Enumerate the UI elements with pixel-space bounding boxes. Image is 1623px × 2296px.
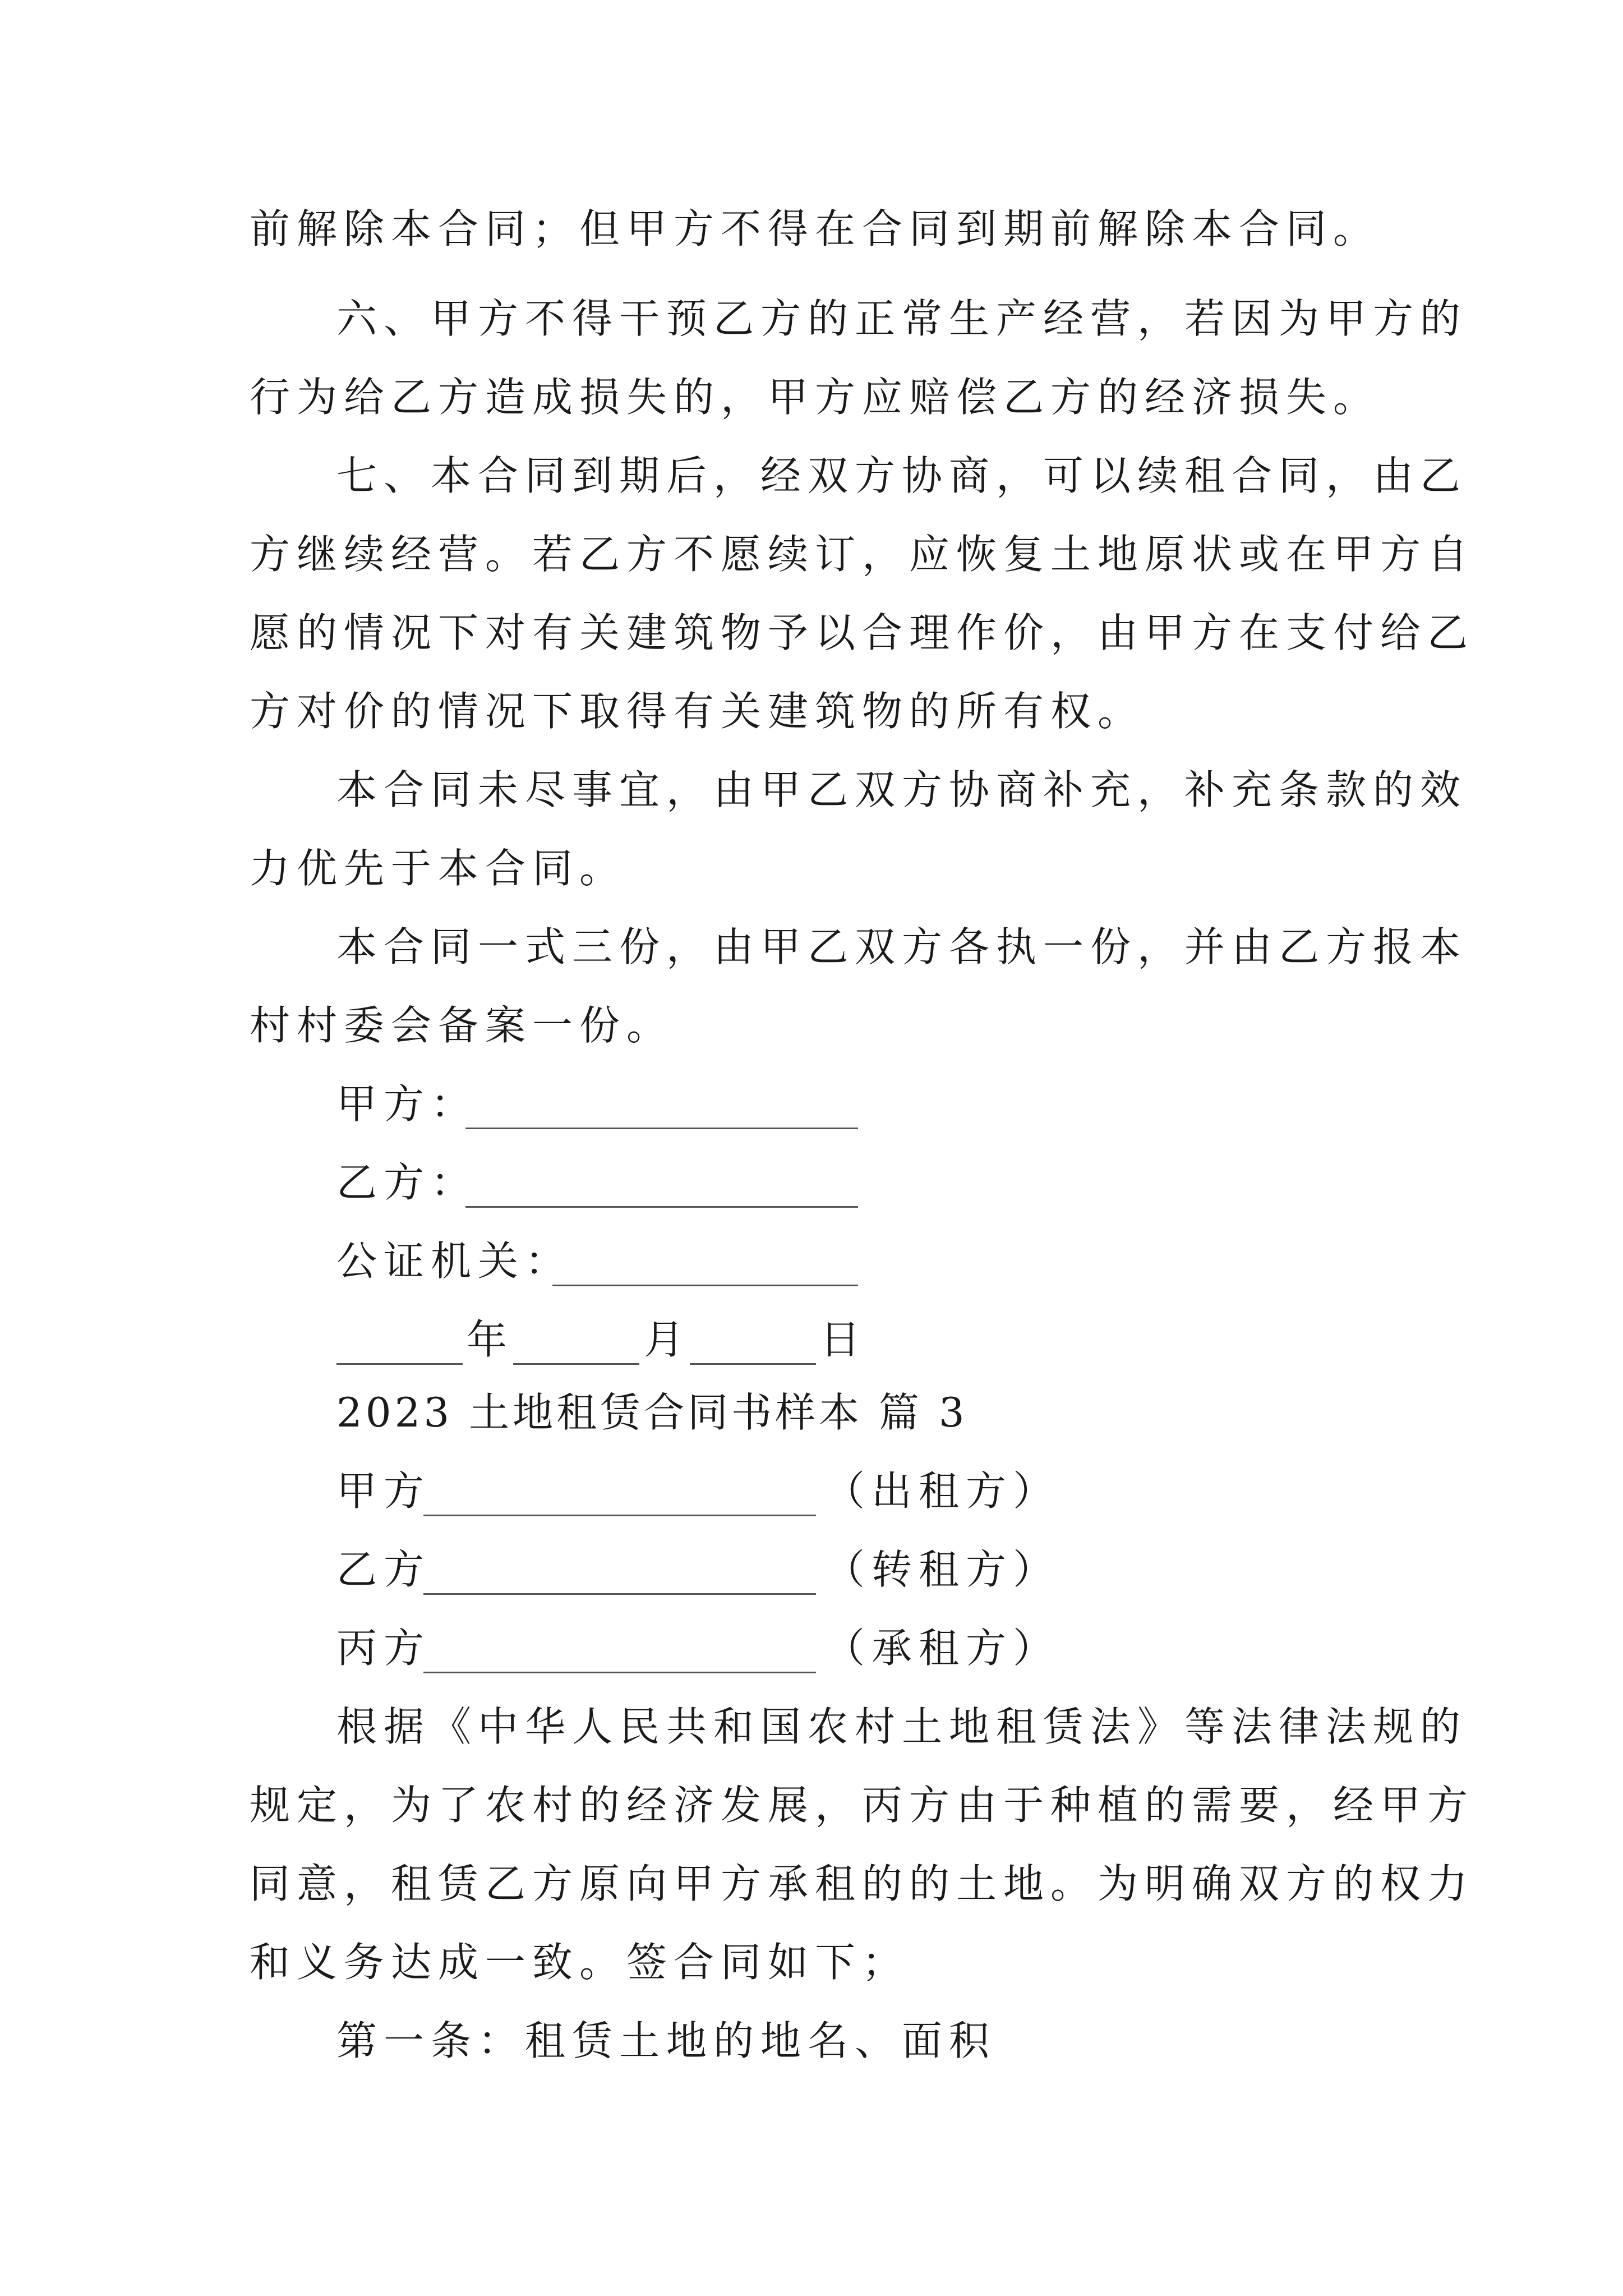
party-c-label: 丙方 xyxy=(336,1625,431,1672)
date-day-line xyxy=(690,1363,816,1365)
party-a-signature-line xyxy=(465,1128,858,1129)
paragraph-line: 方对价的情况下取得有关建筑物的所有权。 xyxy=(250,688,1145,735)
article-heading: 第一条：租赁土地的地名、面积 xyxy=(336,2017,997,2064)
party-c-role: （承租方） xyxy=(824,1625,1061,1672)
section-title: 2023 土地租赁合同书样本 篇 3 xyxy=(336,1389,968,1436)
intro-line: 规定，为了农村的经济发展，丙方由于种植的需要，经甲方 xyxy=(250,1782,1475,1829)
notary-signature-line xyxy=(552,1285,858,1286)
date-year-line xyxy=(336,1363,463,1365)
date-month-label: 月 xyxy=(644,1316,691,1363)
date-year-label: 年 xyxy=(467,1316,514,1363)
paragraph-line: 七、本合同到期后，经双方协商，可以续租合同，由乙 xyxy=(336,452,1468,499)
intro-line: 根据《中华人民共和国农村土地租赁法》等法律法规的 xyxy=(336,1703,1468,1750)
party-b-fill-line xyxy=(423,1593,816,1595)
paragraph-line: 方继续经营。若乙方不愿续订，应恢复土地原状或在甲方自 xyxy=(250,531,1475,578)
party-a-label: 甲方 xyxy=(336,1467,431,1515)
notary-signature-label: 公证机关： xyxy=(336,1237,573,1285)
party-b-role: （转租方） xyxy=(824,1546,1061,1593)
paragraph-line: 力优先于本合同。 xyxy=(250,845,627,892)
party-a-signature-label: 甲方： xyxy=(336,1080,478,1128)
party-a-fill-line xyxy=(423,1515,816,1516)
party-b-label: 乙方 xyxy=(336,1546,431,1593)
intro-line: 同意，租赁乙方原向甲方承租的的土地。为明确双方的权力 xyxy=(250,1860,1475,1907)
party-b-signature-line xyxy=(465,1206,858,1208)
paragraph-line: 本合同未尽事宜，由甲乙双方协商补充，补充条款的效 xyxy=(336,766,1468,813)
paragraph-line: 行为给乙方造成损失的，甲方应赔偿乙方的经济损失。 xyxy=(250,374,1381,421)
party-a-role: （出租方） xyxy=(824,1467,1061,1515)
date-day-label: 日 xyxy=(820,1316,868,1363)
paragraph-line: 愿的情况下对有关建筑物予以合理作价，由甲方在支付给乙 xyxy=(250,609,1475,656)
intro-line: 和义务达成一致。签合同如下； xyxy=(250,1939,910,1986)
paragraph-line: 村村委会备案一份。 xyxy=(250,1002,674,1049)
paragraph-line: 六、甲方不得干预乙方的正常生产经营，若因为甲方的 xyxy=(336,295,1468,342)
paragraph-line: 前解除本合同；但甲方不得在合同到期前解除本合同。 xyxy=(250,205,1381,252)
party-c-fill-line xyxy=(423,1672,816,1673)
paragraph-line: 本合同一式三份，由甲乙双方各执一份，并由乙方报本 xyxy=(336,923,1468,970)
party-b-signature-label: 乙方： xyxy=(336,1159,478,1206)
date-month-line xyxy=(513,1363,639,1365)
